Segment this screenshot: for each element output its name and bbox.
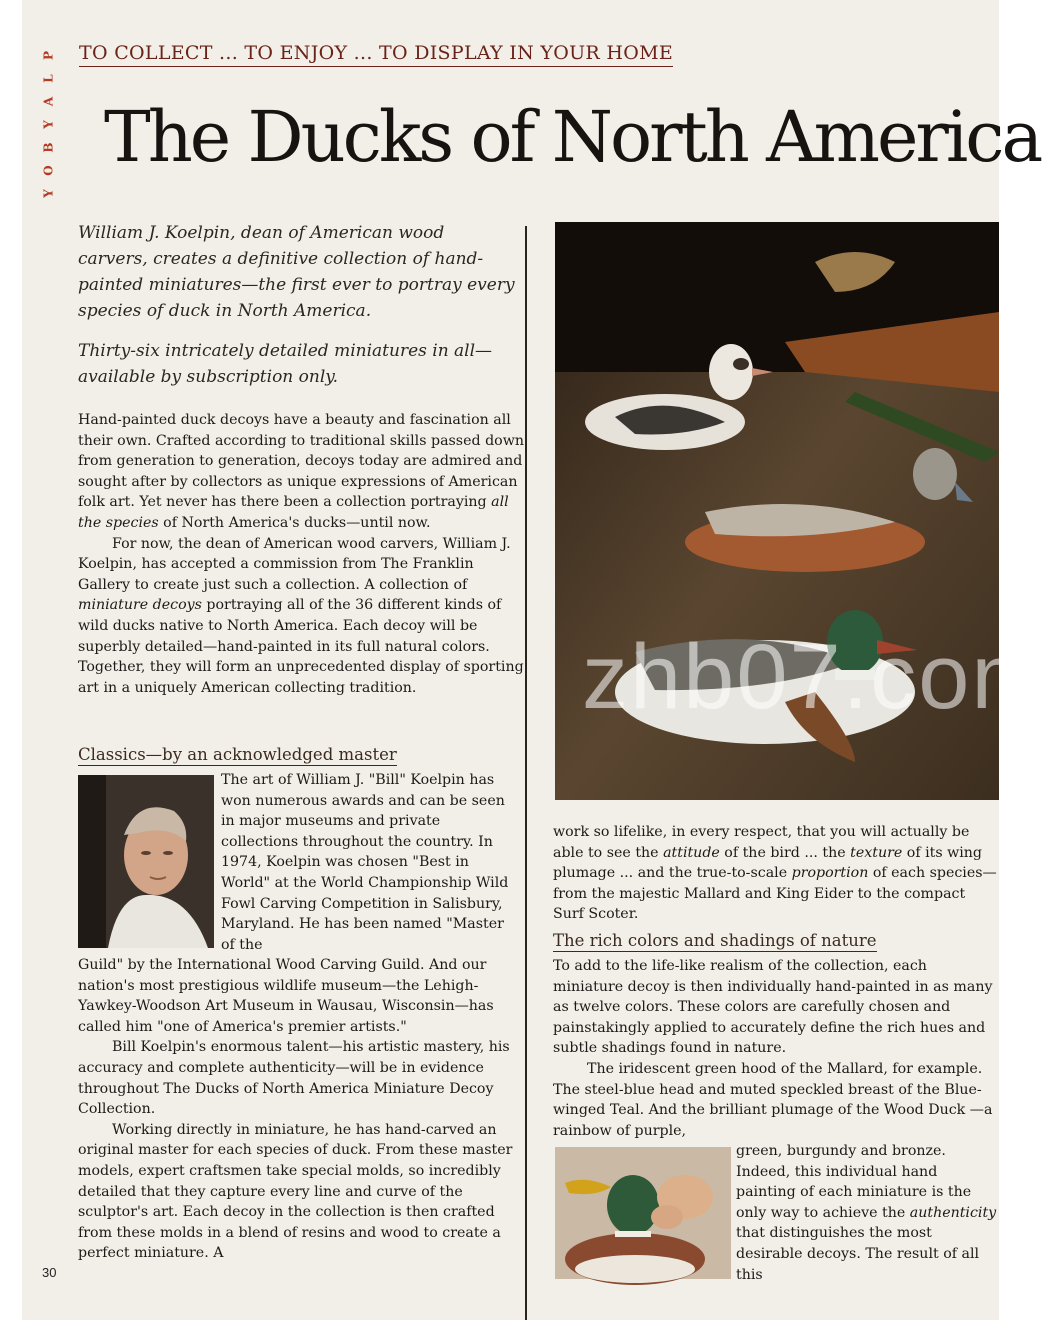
subheading-rich-colors: The rich colors and shadings of nature [553,931,877,950]
column-rule [525,226,527,1320]
article-column-right-middle [553,956,997,1141]
carver-portrait-photo [78,775,214,948]
article-column-right-top [553,822,997,925]
body-paragraph: work so lifelike, in every respect, that you will actually be able to see the attitude of the bird ... the texture of its wing plumage ... and the true-to-scale proportion of each species—from the majestic Mallard and King Eider to the compact Surf Scoter. [553,824,997,923]
subheading-classics: Classics—by an acknowledged master [78,745,397,764]
body-paragraph: Hand-painted duck decoys have a beauty and fascination all their own. Crafted according to traditional skills passed down from generation to generation, decoys today are admired and sought after by collectors as unique expressions of American folk art. Yet never has there been a collection portraying all the species of North America's ducks—until now. [78,412,524,531]
body-paragraph: Working directly in miniature, he has hand-carved an original master for each species of duck. From these master models, expert craftsmen take special molds, so incredibly detailed that they capture every line and curve of the sculptor's art. Each decoy in the collection is then crafted from these molds in a blend of resins and wood to create a perfect miniature. A [78,1121,513,1262]
kicker-headline: TO COLLECT ... TO ENJOY ... TO DISPLAY IN YOUR HOME [79,42,673,67]
hand-painting-photo [555,1147,731,1279]
article-column-left-beside-photo [221,770,521,955]
magazine-page [22,0,1050,1320]
body-paragraph: The iridescent green hood of the Mallard, for example. The steel-blue head and muted speckled breast of the Blue-winged Teal. And the brilliant plumage of the Wood Duck —a rainbow of purple, [553,1060,993,1139]
body-paragraph: Bill Koelpin's enormous talent—his artistic mastery, his accuracy and complete authenticity—will be in evidence throughout The Ducks of North America Miniature Decoy Collection. [78,1039,510,1118]
page-title: The Ducks of North America [104,96,1041,178]
article-column-left-bottom [78,955,524,1264]
body-paragraph: Guild" by the International Wood Carving Guild. And our nation's most prestigious wildlife museum—the Lehigh-Yawkey-Woodson Art Museum in Wausau, Wisconsin—has called him "one of America's premier artists." [78,957,494,1035]
page-number: 30 [42,1265,57,1280]
intro-subscription-note: Thirty-six intricately detailed miniatures in all—available by subscription only. [78,341,493,387]
intro-deck [78,220,518,390]
magazine-vertical-logo: P L A Y B O Y [41,50,56,198]
watermark-text: zhb07.com [582,626,1050,728]
body-paragraph: green, burgundy and bronze. Indeed, this individual hand painting of each miniature is the only way to achieve the authenticity that distinguishes the most desirable decoys. The result of all this [736,1143,997,1283]
body-paragraph: The art of William J. "Bill" Koelpin has won numerous awards and can be seen in major museums and private collections throughout the country. In 1974, Koelpin was chosen "Best in World" at the World Championship Wild Fowl Carving Competition in Salisbury, Maryland. He has been named "Master of the [221,772,509,953]
intro-paragraph: William J. Koelpin, dean of American wood carvers, creates a definitive collection of hand-painted miniatures—the first ever to portray every species of duck in North America. [78,223,515,321]
article-column-left-top [78,410,524,698]
body-paragraph: To add to the life-like realism of the collection, each miniature decoy is then individually hand-painted in as many as twelve colors. These colors are carefully chosen and painstakingly applied to accurately define the rich hues and subtle shadings found in nature. [553,958,993,1057]
article-column-right-beside-photo [736,1141,998,1285]
body-paragraph: For now, the dean of American wood carvers, William J. Koelpin, has accepted a commission from The Franklin Gallery to create just such a collection. A collection of miniature decoys portraying all of the 36 different kinds of wild ducks native to North America. Each decoy will be superbly detailed—hand-painted in its full natural colors. Together, they will form an unprecedented display of sporting art in a uniquely American collecting tradition. [78,535,524,696]
